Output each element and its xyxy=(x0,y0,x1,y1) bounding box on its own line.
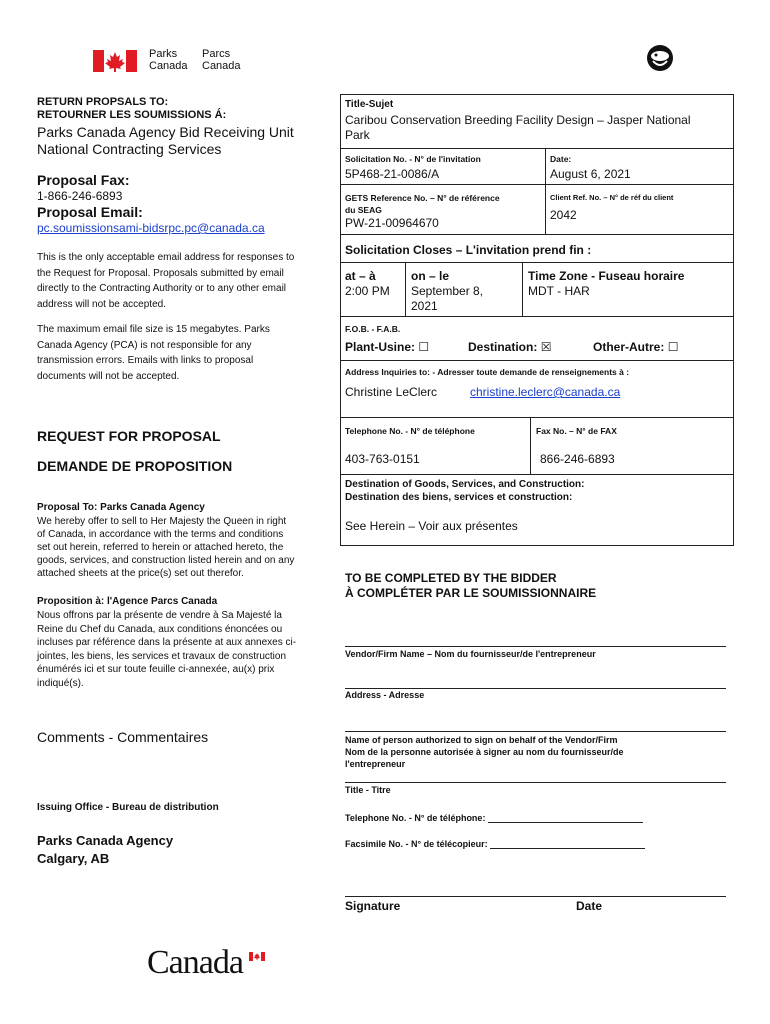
return-title-fr: RETOURNER LES SOUMISSIONS Á: xyxy=(37,109,227,121)
contact-email-link[interactable]: christine.leclerc@canada.ca xyxy=(470,385,621,399)
gets-value: PW-21-00964670 xyxy=(345,216,439,230)
destination-goods-label-2: Destination des biens, services et construction: xyxy=(345,492,573,503)
box-bottom-border xyxy=(340,545,734,546)
proposition-line: énumérés ici et sur toute feuille ci-annexée, au(x) prix xyxy=(37,664,275,675)
proposal-to-label: Proposal To: Parks Canada Agency xyxy=(37,502,205,513)
destination-goods-value: See Herein – Voir aux présentes xyxy=(345,519,518,533)
office-city: Calgary, AB xyxy=(37,851,110,866)
plant-label: Plant-Usine: xyxy=(345,340,416,354)
size-note-line: transmission errors. Emails with links to proposal xyxy=(37,355,254,366)
col-divider xyxy=(405,262,406,316)
size-note-line: Canada Agency (PCA) is not responsible for any xyxy=(37,339,252,351)
proposal-to-line: We hereby offer to sell to Her Majesty the Queen in right xyxy=(37,516,287,527)
date-value: August 6, 2021 xyxy=(550,167,631,181)
plant-option[interactable] xyxy=(345,340,429,354)
telephone-field[interactable] xyxy=(345,813,643,823)
beaver-logo-icon xyxy=(645,43,675,73)
title-label: Title-Sujet xyxy=(345,99,394,110)
box-left-border xyxy=(340,94,341,545)
fax-number: 1-866-246-6893 xyxy=(37,189,123,203)
closes-label: Solicitation Closes – L'invitation prend fin : xyxy=(345,243,592,257)
telephone-field-label: Telephone No. - N° de téléphone: xyxy=(345,813,486,823)
on-value-2: 2021 xyxy=(411,299,438,313)
at-label: at – à xyxy=(345,269,376,283)
vendor-name-label: Vendor/Firm Name – Nom du fournisseur/de l'entrepreneur xyxy=(345,649,596,659)
proposition-text xyxy=(37,609,296,690)
proposal-to-text xyxy=(37,515,294,580)
parks-en-line2: Canada xyxy=(149,60,188,72)
authorized-name-line[interactable] xyxy=(345,731,726,732)
row-divider xyxy=(340,148,734,149)
parcs-fr-line2: Canada xyxy=(202,60,241,72)
return-title-en: RETURN PROPSALS TO: xyxy=(37,96,169,108)
canada-wordmark-text: Canada xyxy=(147,944,243,981)
client-ref-label: Client Ref. No. – N° de réf du client xyxy=(550,193,674,202)
on-value-1: September 8, xyxy=(411,284,484,298)
col-divider xyxy=(545,148,546,234)
issuing-office-label: Issuing Office - Bureau de distribution xyxy=(37,802,219,813)
fax-value: 866-246-6893 xyxy=(540,452,615,466)
row-divider xyxy=(340,262,734,263)
email-note xyxy=(37,250,294,312)
fax-label: Proposal Fax: xyxy=(37,172,130,188)
proposition-line: Nous offrons par la présente de vendre à Sa Majesté la xyxy=(37,610,282,621)
parcs-canada-fr xyxy=(202,48,241,72)
email-note-line: address will not be accepted. xyxy=(37,298,166,310)
signature-label: Signature xyxy=(345,899,401,913)
proposal-to-line: attached sheets at the price(s) set out therefor. xyxy=(37,568,244,579)
email-note-line: the Request for Proposal. Proposals submitted by email xyxy=(37,267,284,279)
email-link[interactable]: pc.soumissionsami-bidsrpc.pc@canada.ca xyxy=(37,221,265,235)
title-line1: Caribou Conservation Breeding Facility Design – Jasper National xyxy=(345,113,691,127)
proposition-label: Proposition à: l'Agence Parcs Canada xyxy=(37,596,218,607)
address-line[interactable] xyxy=(345,688,726,689)
contact-name: Christine LeClerc xyxy=(345,385,438,399)
email-note-line: This is the only acceptable email address for responses to xyxy=(37,252,295,263)
timezone-value: MDT - HAR xyxy=(528,284,590,298)
solicitation-number: 5P468-21-0086/A xyxy=(345,167,440,181)
row-divider xyxy=(340,316,734,317)
facsimile-field[interactable] xyxy=(345,839,645,849)
phone-label: Telephone No. - N° de téléphone xyxy=(345,426,475,436)
authorized-label xyxy=(345,734,624,770)
row-divider xyxy=(340,474,734,475)
proposition-line: incluses par référence dans la présente at aux annexes ci- xyxy=(37,637,297,648)
comments-label: Comments - Commentaires xyxy=(37,729,209,745)
proposal-to-line: set out herein, referred to herein or attached hereto, the xyxy=(37,542,284,553)
proposal-to-line: goods, services, and construction listed herein and on any xyxy=(37,555,295,566)
date-label: Date: xyxy=(550,154,572,164)
rfp-title-fr: DEMANDE DE PROPOSITION xyxy=(37,458,233,474)
wordmark-flag-icon xyxy=(249,948,265,966)
date-sign-label: Date xyxy=(576,899,603,913)
size-note-line: documents will not be accepted. xyxy=(37,370,180,382)
bidder-title-1: TO BE COMPLETED BY THE BIDDER xyxy=(345,571,557,585)
phone-value: 403-763-0151 xyxy=(345,452,420,466)
email-note-line: directly to the Contracting Authority or to any other email xyxy=(37,283,287,294)
destination-label: Destination: xyxy=(468,340,538,354)
gets-label-1: GETS Reference No. – N° de référence xyxy=(345,193,500,203)
destination-checkbox[interactable]: ☒ xyxy=(540,340,552,354)
row-divider xyxy=(340,184,734,185)
other-label: Other-Autre: xyxy=(593,340,665,354)
other-option[interactable] xyxy=(593,340,678,354)
solicitation-label: Solicitation No. - N° de l'invitation xyxy=(345,154,481,164)
proposition-line: jointes, les biens, les services et travaux de construction xyxy=(37,650,287,662)
facsimile-field-label: Facsimile No. - N° de télécopieur: xyxy=(345,839,488,849)
rfp-title-en: REQUEST FOR PROPOSAL xyxy=(37,428,221,444)
telephone-blank[interactable] xyxy=(488,813,643,823)
fax-no-label: Fax No. – N° de FAX xyxy=(536,426,617,436)
parks-en-line1: Parks xyxy=(149,48,178,60)
row-divider xyxy=(340,360,734,361)
row-divider xyxy=(340,417,734,418)
agency-line2: National Contracting Services xyxy=(37,141,222,157)
box-right-border xyxy=(733,94,734,545)
col-divider xyxy=(530,417,531,474)
title-titre-line[interactable] xyxy=(345,782,726,783)
col-divider xyxy=(522,262,523,316)
authorized-label-line: Name of person authorized to sign on behalf of the Vendor/Firm xyxy=(345,735,618,745)
gets-label-2: du SEAG xyxy=(345,205,382,215)
agency-line1: Parks Canada Agency Bid Receiving Unit xyxy=(37,124,294,140)
row-divider xyxy=(340,234,734,235)
proposition-line: Reine du Chef du Canada, aux conditions énoncées ou xyxy=(37,623,283,635)
authorized-label-line: Nom de la personne autorisée à signer au nom du fournisseur/de xyxy=(345,747,624,757)
destination-goods-label-1: Destination of Goods, Services, and Construction: xyxy=(345,479,585,490)
client-ref-value: 2042 xyxy=(550,208,577,222)
proposal-to-line: of Canada, in accordance with the terms and conditions xyxy=(37,529,284,540)
destination-option[interactable] xyxy=(468,340,551,354)
office-name: Parks Canada Agency xyxy=(37,833,174,848)
inquiries-label: Address Inquiries to: - Adresser toute demande de renseignements à : xyxy=(345,367,630,377)
vendor-name-line[interactable] xyxy=(345,646,726,647)
on-label: on – le xyxy=(411,269,450,283)
facsimile-blank[interactable] xyxy=(490,839,645,849)
at-value: 2:00 PM xyxy=(345,284,390,298)
parcs-fr-line1: Parcs xyxy=(202,48,231,60)
timezone-label: Time Zone - Fuseau horaire xyxy=(528,269,685,283)
title-line2: Park xyxy=(345,128,370,142)
plant-checkbox[interactable]: ☐ xyxy=(418,340,430,354)
signature-line[interactable] xyxy=(345,896,726,897)
other-checkbox[interactable]: ☐ xyxy=(667,340,679,354)
size-note-line: The maximum email file size is 15 megabytes. Parks xyxy=(37,324,270,335)
address-label: Address - Adresse xyxy=(345,690,425,700)
title-titre-label: Title - Titre xyxy=(345,785,391,795)
authorized-label-line: l'entrepreneur xyxy=(345,759,406,769)
proposition-line: indiqué(s). xyxy=(37,677,84,689)
canada-flag-symbol xyxy=(93,50,137,72)
canada-wordmark xyxy=(147,944,243,982)
fob-label: F.O.B. - F.A.B. xyxy=(345,324,401,334)
email-label: Proposal Email: xyxy=(37,204,143,220)
size-note xyxy=(37,322,270,384)
box-top-border xyxy=(340,94,734,95)
bidder-title-2: À COMPLÉTER PAR LE SOUMISSIONNAIRE xyxy=(345,586,597,600)
parks-canada-en xyxy=(149,48,188,72)
